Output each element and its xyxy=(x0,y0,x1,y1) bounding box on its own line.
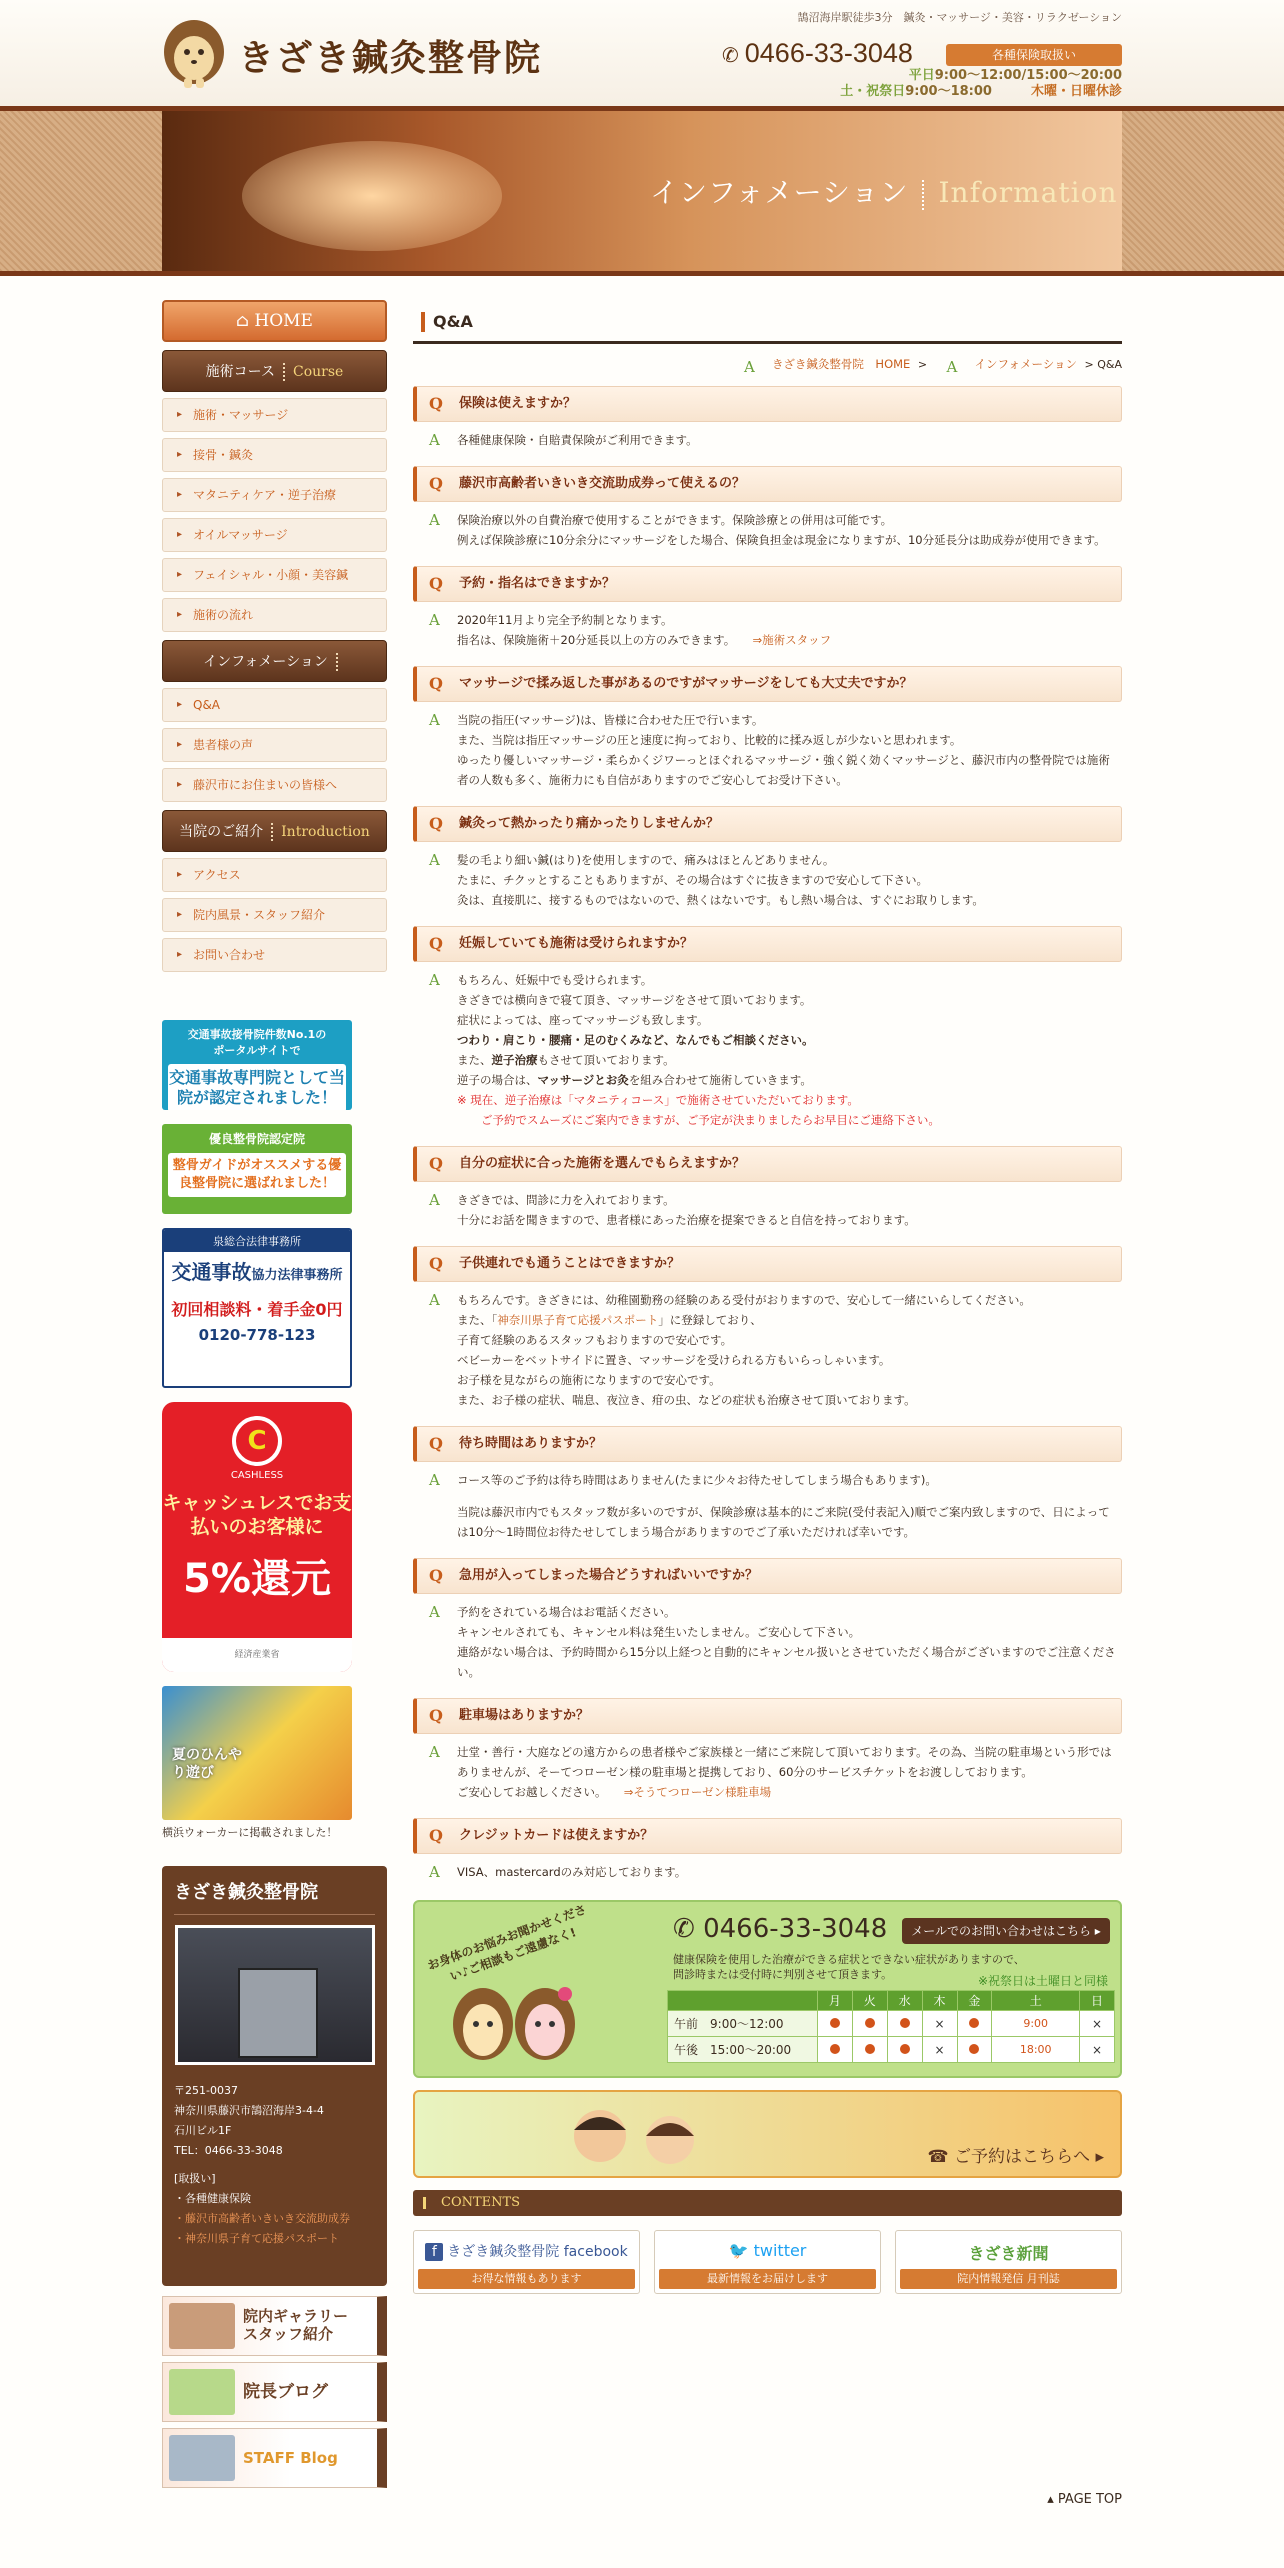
schedule-cell-closed: × xyxy=(1080,2011,1115,2037)
header xyxy=(162,0,1122,106)
facebook-title-text: きざき鍼灸整骨院 facebook xyxy=(447,2244,628,2260)
director-thumb xyxy=(169,2369,235,2415)
walker-magazine-banner[interactable] xyxy=(162,1686,352,1820)
facebook-box[interactable] xyxy=(413,2230,640,2294)
nav-head-info-jp: インフォメーション xyxy=(203,654,328,670)
gallery-label xyxy=(243,2307,348,2343)
page-banner xyxy=(162,111,1122,271)
answer-line: A 各種健康保険・自賠責保険がご利用できます。 xyxy=(457,433,698,447)
answer-line: また、お子様の症状、喘息、夜泣き、疳の虫、などの症状も治療させて頂いております。 xyxy=(457,1393,916,1407)
schedule-day: 水 xyxy=(887,1991,922,2011)
reservation-banner[interactable] xyxy=(413,2090,1122,2178)
answer-line: 連絡がない場合は、予約時間から15分以上経つと自動的にキャンセル扱いとさせていただく場合がございますのでご注意ください。 xyxy=(457,1645,1116,1679)
ad3-title xyxy=(164,1252,350,1289)
nav-group-course xyxy=(162,350,387,632)
clinic-ins3[interactable]: ・神奈川県子育て応援パスポート xyxy=(174,2232,339,2245)
contact-slogan: お身体のお悩みお聞かせください♪ご相談もご遠慮なく! xyxy=(425,1902,589,1984)
schedule-table xyxy=(667,1990,1115,2063)
breadcrumb-sep: > xyxy=(1081,358,1098,371)
question: Q 妊娠していても施術は受けられますか？ xyxy=(413,926,1122,962)
schedule-period: 午前 xyxy=(674,2017,699,2031)
contents-row xyxy=(413,2230,1122,2294)
clinic-logo: きざき鍼灸整骨院 xyxy=(174,1878,375,1915)
schedule-row xyxy=(668,2011,1115,2037)
mail-inquiry-label: メールでのお問い合わせはこちら xyxy=(911,1924,1091,1938)
answer-note: ご予約でスムーズにご案内できますが、ご予定が決まりましたらお早目にご連絡下さい。 xyxy=(481,1113,940,1127)
staff-faces-icon xyxy=(555,2100,715,2178)
ad2-headline: 整骨ガイドがオススメする優良整骨院に選ばれました！ xyxy=(168,1153,346,1197)
qa-item xyxy=(413,926,1122,1130)
schedule-day: 火 xyxy=(852,1991,887,2011)
schedule-cell xyxy=(887,2037,922,2063)
schedule-time: 9:00～12:00 xyxy=(710,2017,784,2031)
nav-item-flow[interactable]: ▸ 施術の流れ xyxy=(162,598,387,632)
answer-line: A 髪の毛より細い鍼(はり)を使用しますので、痛みはほとんどありません。 xyxy=(457,853,835,867)
ad2-line1: 優良整骨院認定院 xyxy=(208,1132,305,1146)
ad5-text: 夏のひんやり遊び xyxy=(172,1747,242,1781)
schedule-cell xyxy=(887,2011,922,2037)
gallery-label-2: スタッフ紹介 xyxy=(243,2325,334,2343)
tagline: 鵠沼海岸駅徒歩3分 鍼灸・マッサージ・美容・リラクゼーション xyxy=(797,11,1122,24)
qa-item xyxy=(413,1426,1122,1542)
home-button[interactable] xyxy=(162,300,387,342)
hours-weekday: 9:00～12:00/15:00～20:00 xyxy=(934,68,1122,83)
schedule-cell-sat: 18:00 xyxy=(992,2037,1080,2063)
nav-head-intro-en: Introduction xyxy=(281,824,370,840)
schedule-row xyxy=(668,2037,1115,2063)
hours-weekend: 9:00～18:00 xyxy=(905,84,992,99)
gallery-button[interactable] xyxy=(162,2296,387,2356)
closed-days: 木曜・日曜休診 xyxy=(1030,84,1122,99)
open-dot xyxy=(865,2018,875,2028)
answer-line: A きざきでは、問診に力を入れております。 xyxy=(457,1193,675,1207)
open-dot xyxy=(830,2044,840,2054)
answer-spacer xyxy=(457,1490,1118,1502)
answer-line: A VISA、mastercardのみ対応しております。 xyxy=(457,1865,687,1879)
answer-text: また、「 xyxy=(457,1313,498,1327)
answer-text: また、 xyxy=(457,1053,492,1067)
answer-line: A 予約をされている場合はお電話ください。 xyxy=(457,1605,676,1619)
ad4-text: キャッシュレスでお支払いのお客様に xyxy=(162,1492,352,1538)
answer-line: A 当院の指圧(マッサージ)は、皆様に合わせた圧で行います。 xyxy=(457,713,764,727)
answer-line: 指名は、保険施術＋20分延長以上の方のみできます。 xyxy=(457,633,730,647)
hours-weekday-label: 平日 xyxy=(908,68,935,83)
open-dot xyxy=(969,2018,979,2028)
clinic-ins2[interactable]: ・藤沢市高齢者いきいき交流助成券 xyxy=(174,2212,350,2225)
cashless-logo-icon: C xyxy=(232,1416,282,1466)
schedule-cell xyxy=(957,2011,992,2037)
answer-line: 当院は藤沢市内でもスタッフ数が多いのですが、保険診療は基本的にご来院(受付表記入)順でご案内致しますので、日によっては10分～1時間位お待たせしてしまう場合がありますのでご了承いただければ幸いです。 xyxy=(457,1505,1110,1539)
caret-up-icon: ▴ xyxy=(1047,2492,1058,2507)
clinic-zip: 〒251-0037 xyxy=(174,2084,238,2097)
page-title: Q&A xyxy=(413,300,1122,344)
qa-item xyxy=(413,806,1122,910)
answer-line: キャンセルされても、キャンセル料は発生いたしません。ご安心して下さい。 xyxy=(457,1625,861,1639)
nav-item-oil-massage[interactable]: ▸ オイルマッサージ xyxy=(162,518,387,552)
question: Q クレジットカードは使えますか？ xyxy=(413,1818,1122,1854)
open-dot xyxy=(830,2018,840,2028)
nav-head-information xyxy=(162,640,387,682)
home-label: HOME xyxy=(254,311,313,331)
nav-head-divider xyxy=(271,823,273,841)
header-phone[interactable] xyxy=(722,38,913,69)
chevron-right-icon: ▸ xyxy=(1090,1924,1101,1938)
staff-thumb xyxy=(169,2435,235,2481)
answer-line-bold: つわり・肩こり・腰痛・足のむくみなど、なんでもご相談ください。 xyxy=(457,1033,814,1047)
traffic-accident-banner[interactable] xyxy=(162,1020,352,1110)
answer-line: 症状によっては、座ってマッサージも致します。 xyxy=(457,1013,709,1027)
answer xyxy=(413,1182,1122,1230)
nav-item-massage[interactable]: ▸ 施術・マッサージ xyxy=(162,398,387,432)
answer-line: A 2020年11月より完全予約制となります。 xyxy=(457,613,673,627)
banner-photo xyxy=(242,141,502,251)
qa-item xyxy=(413,566,1122,650)
contact-note-1: 健康保険を使用した治療ができる症状とできない症状がありますので、 xyxy=(673,1953,1025,1966)
answer-line: 子育て経験のあるスタッフもおりますので安心です。 xyxy=(457,1333,733,1347)
header-phone-number: 0466-33-3048 xyxy=(744,38,913,68)
hours-weekend-label: 土・祝祭日 xyxy=(840,84,906,99)
newsletter-box[interactable] xyxy=(895,2230,1122,2294)
answer xyxy=(413,702,1122,790)
qa-item xyxy=(413,1558,1122,1682)
nav-head-divider xyxy=(283,363,285,381)
answer-line: A コース等のご予約は待ち時間はありません(たまに少々お待たせしてしまう場合もあります)。 xyxy=(457,1473,937,1487)
answer xyxy=(413,502,1122,550)
answer-line: A もちろん、妊娠中でも受けられます。 xyxy=(457,973,653,987)
contact-panel xyxy=(413,1900,1122,2078)
banner-title-jp: インフォメーション xyxy=(650,176,909,209)
qa-item xyxy=(413,1246,1122,1410)
clinic-ins1: ・各種健康保険 xyxy=(174,2192,251,2205)
schedule-cell xyxy=(852,2011,887,2037)
gallery-thumb xyxy=(169,2303,235,2349)
opening-hours xyxy=(840,68,1122,100)
ad3-title-sub: 協力法律事務所 xyxy=(251,1268,343,1283)
twitter-sub: 最新情報をお届けします xyxy=(659,2269,876,2289)
home-icon: ⌂ xyxy=(236,311,255,331)
banner-title-en: Information xyxy=(938,176,1118,209)
answer-line: ゆったり優しいマッサージ・柔らかくジワーっとほぐれるマッサージ・強く鋭く効くマッサージと、藤沢市内の整骨院では施術者の人数も多く、施術力にも自信がありますのでご安心してお受け下さい。 xyxy=(457,753,1110,787)
question: Q 待ち時間はありますか？ xyxy=(413,1426,1122,1462)
answer xyxy=(413,962,1122,1130)
insurance-badge: 各種保険取扱い xyxy=(946,44,1122,66)
clinic-tel: TEL：0466-33-3048 xyxy=(174,2144,283,2157)
ad4-percent: 5%還元 xyxy=(183,1556,331,1602)
newsletter-title: きざき新聞 xyxy=(968,2244,1049,2263)
answer xyxy=(413,1854,1122,1882)
sidebar xyxy=(162,300,387,2488)
contact-note-2: 問診時または受付時に判別させて頂きます。 xyxy=(673,1968,893,1981)
clinic-address1: 神奈川県藤沢市鵠沼海岸3-4-4 xyxy=(174,2104,324,2117)
newsletter-sub: 院内情報発信 月刊誌 xyxy=(900,2269,1117,2289)
ad3-tel: 0120-778-123 xyxy=(198,1326,316,1344)
schedule-cell xyxy=(818,2037,853,2063)
page-top-label: PAGE TOP xyxy=(1057,2492,1122,2507)
schedule-cell xyxy=(852,2037,887,2063)
schedule-cell xyxy=(818,2011,853,2037)
director-blog-label: 院長ブログ xyxy=(243,2382,328,2402)
schedule-cell-closed: × xyxy=(1080,2037,1115,2063)
banner-title xyxy=(650,171,1118,211)
nav-head-divider xyxy=(336,653,338,671)
nav-group-introduction xyxy=(162,810,387,972)
breadcrumb-current: Q&A xyxy=(1097,358,1122,371)
staff-link[interactable]: ⇒施術スタッフ xyxy=(752,633,832,647)
answer xyxy=(413,1734,1122,1802)
answer xyxy=(413,842,1122,910)
schedule-row-label xyxy=(668,2011,818,2037)
clinic-info-box xyxy=(162,1866,387,2286)
answer xyxy=(413,422,1122,450)
open-dot xyxy=(900,2018,910,2028)
schedule-period: 午後 xyxy=(674,2043,699,2057)
contact-note xyxy=(673,1952,1025,1982)
holiday-note: ※祝祭日は土曜日と同様 xyxy=(977,1974,1108,1988)
chevron-right-icon: ▸ xyxy=(1090,2147,1104,2167)
breadcrumb-sep: > xyxy=(914,358,931,371)
answer-note: ※ 現在、逆子治療は「マタニティコース」で施術させていただいております。 xyxy=(457,1093,859,1107)
twitter-box[interactable] xyxy=(654,2230,881,2294)
facebook-sub: お得な情報もあります xyxy=(418,2269,635,2289)
nav-item-access[interactable]: ▸ アクセス xyxy=(162,858,387,892)
answer-line: たまに、チクッとすることもありますが、その場合はすぐに抜きますので安心して下さい。 xyxy=(457,873,929,887)
answer-bold: マッサージとお灸 xyxy=(537,1073,629,1087)
nav-head-course-jp: 施術コース xyxy=(205,364,275,380)
schedule-corner xyxy=(668,1991,818,2011)
main-content xyxy=(413,300,1122,2294)
open-dot xyxy=(900,2044,910,2054)
schedule-cell xyxy=(957,2037,992,2063)
page-top-link[interactable] xyxy=(1047,2492,1122,2507)
answer xyxy=(413,1462,1122,1542)
answer-line: A 辻堂・善行・大庭などの遠方からの患者様やご家族様と一緒にご来院して頂いております。その為、当院の駐車場という形ではありませんが、そーてつローゼン様の駐車場と提携しており、60分のサービスチケットをお渡ししております。 xyxy=(457,1745,1112,1779)
hedgehog-mascots-icon xyxy=(445,1972,585,2067)
phone-icon: ☎ xyxy=(927,2147,955,2167)
answer-line: お子様を見ながらの施術になりますので安心です。 xyxy=(457,1373,721,1387)
nav-item-maternity[interactable]: ▸ マタニティケア・逆子治療 xyxy=(162,478,387,512)
answer-line: 十分にお話を聞きますので、患者様にあった治療を提案できると自信を持っております。 xyxy=(457,1213,916,1227)
qa-item xyxy=(413,466,1122,550)
qa-item xyxy=(413,1698,1122,1802)
question: Q 自分の症状に合った施術を選んでもらえますか？ xyxy=(413,1146,1122,1182)
ad3-title-main: 交通事故 xyxy=(171,1260,252,1284)
logo-text[interactable]: きざき鍼灸整骨院 xyxy=(238,37,543,79)
staff-blog-button[interactable] xyxy=(162,2428,387,2488)
answer-line: A 保険治療以外の自費治療で使用することができます。保険診療との併用は可能です。 xyxy=(457,513,893,527)
answer xyxy=(413,1282,1122,1410)
ad1-line2: ポータルサイトで xyxy=(213,1044,301,1057)
answer-text: ご安心してお越しください。 xyxy=(457,1785,601,1799)
schedule-day: 金 xyxy=(957,1991,992,2011)
twitter-bird-icon: 🐦 xyxy=(728,2241,754,2260)
schedule-cell-closed: × xyxy=(922,2037,957,2063)
ad1-headline: 交通事故専門院として当院が認定されました！ xyxy=(168,1064,346,1110)
qa-item xyxy=(413,1146,1122,1230)
ad1-line1: 交通事故接骨院件数No.1の xyxy=(187,1028,327,1041)
director-blog-button[interactable] xyxy=(162,2362,387,2422)
schedule-day: 月 xyxy=(818,1991,853,2011)
ad3-free: 初回相談料・着手金0円 xyxy=(171,1300,343,1319)
answer-line: ベビーカーをベットサイドに置き、マッサージを受けられる方もいらっしゃいます。 xyxy=(457,1353,891,1367)
hedgehog-logo-icon xyxy=(162,16,226,92)
answer-text: を組み合わせて施術していきます。 xyxy=(628,1073,812,1087)
nav-head-course xyxy=(162,350,387,392)
question: Q 藤沢市高齢者いきいき交流助成券って使えるの？ xyxy=(413,466,1122,502)
gallery-label-1: 院内ギャラリー xyxy=(243,2307,349,2325)
excellent-clinic-banner[interactable] xyxy=(162,1124,352,1214)
schedule-time: 15:00～20:00 xyxy=(710,2043,792,2057)
twitter-title-text: twitter xyxy=(753,2241,807,2260)
contact-phone[interactable] xyxy=(673,1914,887,1944)
nav-item-contact[interactable]: ▸ お問い合わせ xyxy=(162,938,387,972)
schedule-day: 土 xyxy=(992,1991,1080,2011)
schedule-day: 木 xyxy=(922,1991,957,2011)
question: Q マッサージで揉み返した事があるのですがマッサージをしても大丈夫ですか？ xyxy=(413,666,1122,702)
answer xyxy=(413,1594,1122,1682)
breadcrumb-home[interactable]: A きざき鍼灸整骨院 HOME xyxy=(728,349,914,371)
question: Q 保険は使えますか？ xyxy=(413,386,1122,422)
question: Q 急用が入ってしまった場合どうすればいいですか？ xyxy=(413,1558,1122,1594)
answer-line: 灸は、直接肌に、接するものではないので、熱くはないです。もし熱い場合は、すぐにお取りします。 xyxy=(457,893,984,907)
clinic-door xyxy=(238,1968,318,2058)
parking-link[interactable]: ⇒そうてつローゼン様駐車場 xyxy=(623,1785,772,1799)
answer-line: A もちろんです。きざきには、幼稚園勤務の経験のある受付がおりますので、安心して一緒にいらしてください。 xyxy=(457,1293,1031,1307)
banner-divider xyxy=(922,180,924,210)
schedule-cell-closed: × xyxy=(922,2011,957,2037)
nav-item-acupuncture[interactable]: ▸ 接骨・鍼灸 xyxy=(162,438,387,472)
twitter-title xyxy=(655,2241,880,2260)
schedule-row-label xyxy=(668,2037,818,2063)
phone-icon: ✆ xyxy=(722,45,739,67)
answer-text: 逆子の場合は、 xyxy=(457,1073,538,1087)
nav-item-fujisawa[interactable]: ▸ 藤沢市にお住まいの皆様へ xyxy=(162,768,387,802)
walker-caption: 横浜ウォーカーに掲載されました！ xyxy=(162,1826,338,1839)
open-dot xyxy=(865,2044,875,2054)
cashless-banner[interactable] xyxy=(162,1402,352,1672)
nav-group-information xyxy=(162,640,387,802)
facebook-icon: f xyxy=(425,2243,443,2261)
qa-item xyxy=(413,666,1122,790)
contact-phone-number: 0466-33-3048 xyxy=(703,1914,888,1944)
answer-line: 例えば保険診療に10分余分にマッサージをした場合、保険負担金は現金になりますが、10分延長分は助成券が使用できます。 xyxy=(457,533,1106,547)
ad4-brand: CASHLESS xyxy=(230,1470,284,1481)
question: Q 子供連れでも通うことはできますか？ xyxy=(413,1246,1122,1282)
schedule-cell-sat: 9:00 xyxy=(992,2011,1080,2037)
clinic-address2: 石川ビル1F xyxy=(174,2124,232,2137)
facebook-title xyxy=(414,2241,639,2261)
answer-line: また、当院は指圧マッサージの圧と速度に拘っており、比較的に揉み返しが少ないと思われます。 xyxy=(457,733,962,747)
schedule-day: 日 xyxy=(1080,1991,1115,2011)
question: Q 予約・指名はできますか？ xyxy=(413,566,1122,602)
contents-heading: CONTENTS xyxy=(413,2190,1122,2216)
nav-item-qa[interactable]: ▸ Q&A xyxy=(162,688,387,722)
answer-text: 」に登録しており、 xyxy=(658,1313,762,1327)
nav-item-staff[interactable]: ▸ 院内風景・スタッフ紹介 xyxy=(162,898,387,932)
question: Q 鍼灸って熱かったり痛かったりしませんか？ xyxy=(413,806,1122,842)
schedule-header xyxy=(668,1991,1115,2011)
ad4-footer: 経済産業省 xyxy=(162,1638,352,1672)
nav-item-voices[interactable]: ▸ 患者様の声 xyxy=(162,728,387,762)
answer xyxy=(413,602,1122,650)
qa-item xyxy=(413,386,1122,450)
qa-item xyxy=(413,1818,1122,1882)
law-office-banner[interactable] xyxy=(162,1228,352,1388)
nav-head-intro-jp: 当院のご紹介 xyxy=(179,824,264,840)
staff-blog-label: STAFF Blog xyxy=(243,2449,338,2467)
answer-line: きざきでは横向きで寝て頂き、マッサージをさせて頂いております。 xyxy=(457,993,812,1007)
question: Q 駐車場はありますか？ xyxy=(413,1698,1122,1734)
clinic-ins-head: [取扱い] xyxy=(174,2172,216,2185)
clinic-photo xyxy=(175,1925,375,2065)
breadcrumb xyxy=(413,354,1122,374)
nav-item-facial[interactable]: ▸ フェイシャル・小顔・美容鍼 xyxy=(162,558,387,592)
mail-inquiry-button[interactable] xyxy=(902,1918,1110,1944)
reservation-text: ご予約はこちらへ xyxy=(954,2147,1091,2167)
open-dot xyxy=(969,2044,979,2054)
answer-text: もさせて頂いております。 xyxy=(537,1053,675,1067)
answer-bold: 逆子治療 xyxy=(491,1053,538,1067)
passport-link[interactable]: 神奈川県子育て応援パスポート xyxy=(497,1313,659,1327)
ad3-head: 泉総合法律事務所 xyxy=(164,1230,350,1252)
nav-head-course-en: Course xyxy=(292,364,344,380)
phone-icon: ✆ xyxy=(673,1914,704,1944)
breadcrumb-info[interactable]: A インフォメーション xyxy=(931,349,1081,371)
reservation-label xyxy=(927,2142,1104,2167)
nav-head-introduction xyxy=(162,810,387,852)
